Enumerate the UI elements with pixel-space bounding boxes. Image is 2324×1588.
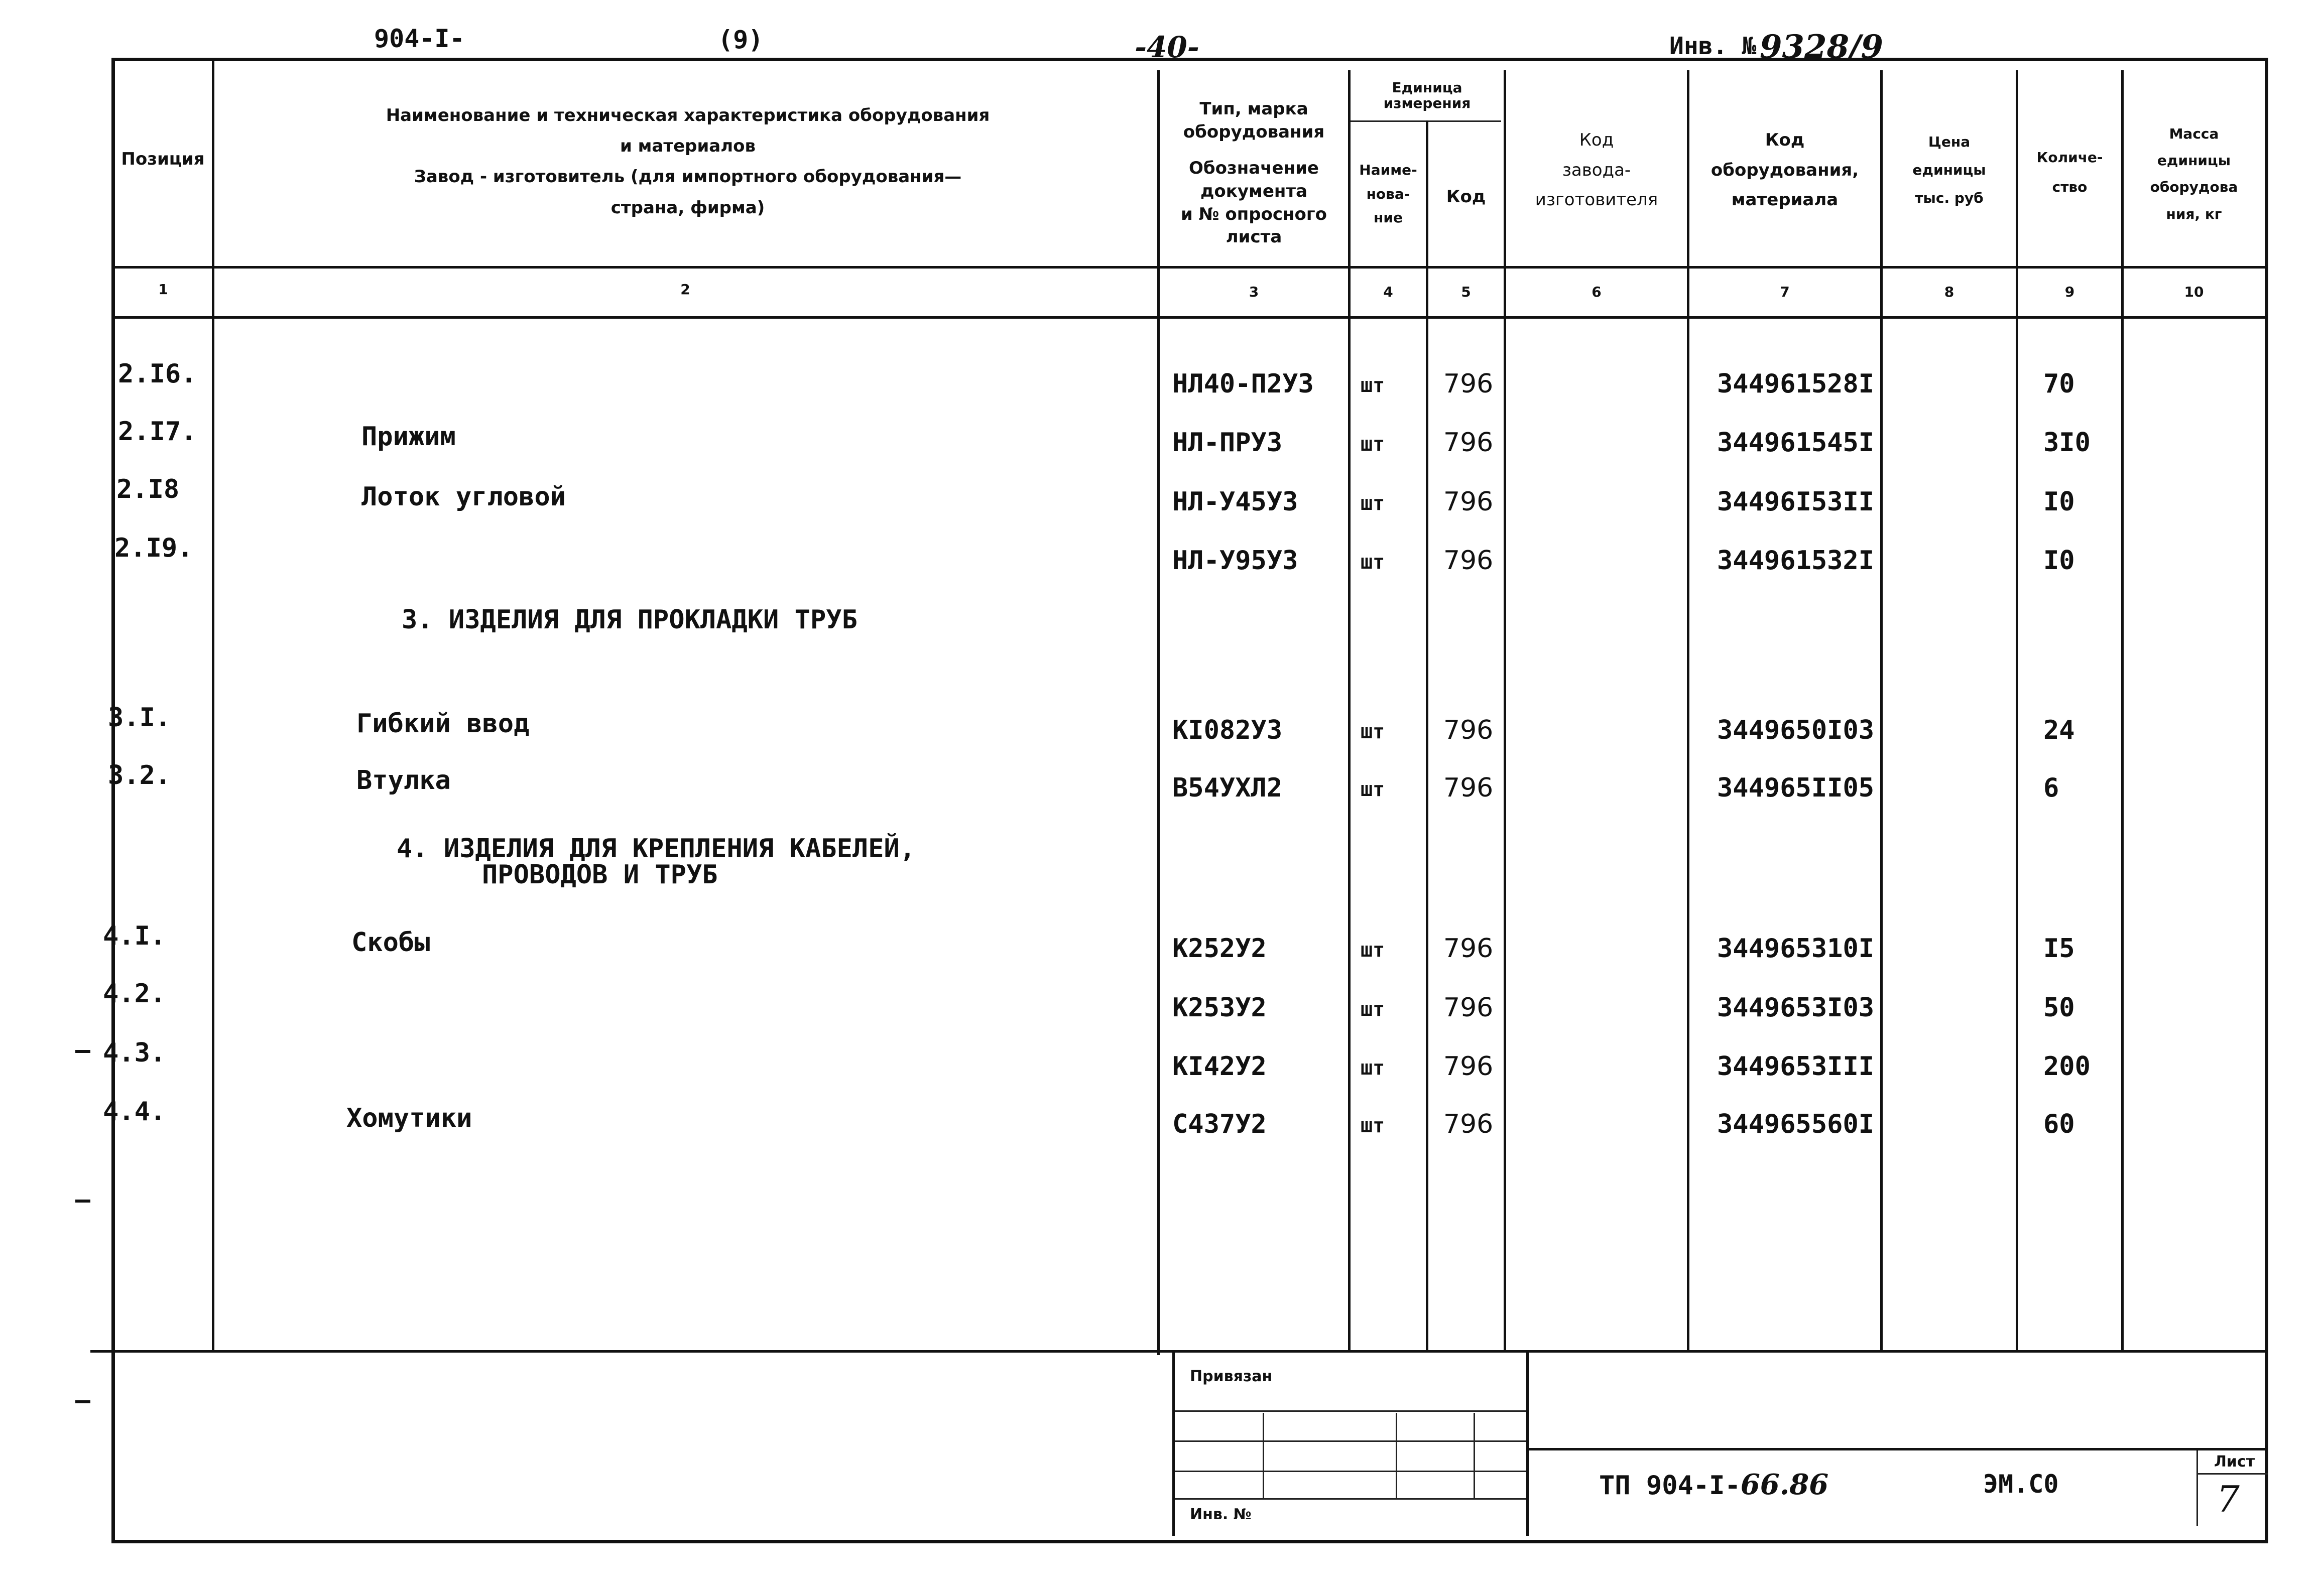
section-heading-4-line2: ПРОВОДОВ И ТРУБ (482, 860, 718, 890)
header-factory-code: Код завода- изготовителя (1535, 130, 1658, 210)
stamp-line (1526, 1350, 1529, 1536)
header-mass: Масса единицы оборудова ния, кг (2150, 125, 2238, 222)
row-quantity: 200 (2043, 1051, 2091, 1082)
row-material-code: 34496I53II (1717, 487, 1875, 517)
row-type: НЛ40-П2У3 (1172, 369, 1314, 399)
document-code (1599, 1468, 1828, 1501)
column-number-4: 4 (1383, 284, 1393, 300)
row-position: 2.I7. (118, 417, 197, 447)
row-unit-code: 796 (1443, 773, 1494, 803)
col-line-8 (2016, 70, 2018, 1350)
row-position: 4.4. (103, 1097, 166, 1127)
inventory-number: 9328/9 (1760, 28, 1884, 66)
row-material-code: 344965560I (1717, 1109, 1875, 1139)
row-quantity: 60 (2043, 1109, 2075, 1139)
col-line-5 (1504, 70, 1506, 1350)
row-quantity: 70 (2043, 369, 2075, 399)
row-unit: шт (1361, 374, 1385, 397)
row-unit: шт (1361, 551, 1385, 574)
row-name: Хомутики (346, 1103, 472, 1133)
margin-tick (75, 1050, 90, 1053)
header-divider (111, 266, 2268, 269)
sheet-label: Лист (2214, 1453, 2255, 1471)
col-line-7 (1880, 70, 1883, 1350)
col-line-2 (1157, 70, 1160, 1355)
col-line-1 (212, 58, 214, 1353)
row-quantity: 3I0 (2043, 428, 2091, 458)
row-type: НЛ-У45У3 (1172, 487, 1298, 517)
row-unit: шт (1361, 433, 1385, 456)
row-name: Втулка (356, 765, 451, 796)
row-material-code: 3449650I03 (1717, 715, 1875, 745)
series-index: (9) (718, 25, 764, 54)
row-quantity: I5 (2043, 934, 2075, 964)
stamp-line (1529, 1448, 2268, 1450)
stamp-line (1172, 1350, 1175, 1536)
row-material-code: 344965310I (1717, 934, 1875, 964)
column-number-10: 10 (2184, 284, 2204, 300)
stamp-divider (90, 1350, 2268, 1353)
row-material-code: 3449653I03 (1717, 993, 1875, 1023)
margin-tick (75, 1200, 90, 1203)
row-type: НЛ-ПРУ3 (1172, 428, 1283, 458)
row-unit-code: 796 (1443, 487, 1494, 517)
row-position: 4.3. (103, 1038, 166, 1068)
row-quantity: 24 (2043, 715, 2075, 745)
header-position: Позиция (121, 149, 205, 169)
row-name: Скобы (351, 928, 430, 958)
row-material-code: 3449653III (1717, 1051, 1875, 1082)
header-unit-group: Единица измерения (1383, 79, 1471, 111)
page-number: -40- (1135, 30, 1199, 64)
row-name: Прижим (361, 422, 456, 452)
stamp-line (1175, 1498, 1526, 1500)
section-heading-3: 3. ИЗДЕЛИЯ ДЛЯ ПРОКЛАДКИ ТРУБ (402, 605, 858, 635)
row-unit-code: 796 (1443, 934, 1494, 964)
row-position: 3.2. (108, 760, 171, 790)
row-position: 4.I. (103, 921, 166, 951)
row-unit: шт (1361, 492, 1385, 515)
row-type: С437У2 (1172, 1109, 1267, 1139)
row-quantity: I0 (2043, 546, 2075, 576)
column-number-7: 7 (1780, 284, 1790, 300)
inventory-label: Инв. № (1669, 32, 1757, 60)
column-number-divider (111, 316, 2268, 319)
row-unit: шт (1361, 720, 1385, 743)
row-type: НЛ-У95У3 (1172, 546, 1298, 576)
section-heading-4 (397, 836, 915, 888)
header-unit-name: Наиме- нова- ние (1359, 162, 1417, 226)
section-heading-4-line1: 4. ИЗДЕЛИЯ ДЛЯ КРЕПЛЕНИЯ КАБЕЛЕЙ, (397, 834, 916, 864)
col-line-6 (1687, 70, 1689, 1350)
row-unit-code: 796 (1443, 546, 1494, 576)
row-type: КI082У3 (1172, 715, 1283, 745)
column-number-8: 8 (1944, 284, 1954, 300)
header-quantity: Количе- ство (2036, 149, 2103, 195)
document-code-prefix: ТП 904-I- (1599, 1471, 1741, 1501)
column-number-3: 3 (1249, 284, 1259, 300)
row-material-code: 344965II05 (1717, 773, 1875, 803)
row-unit-code: 796 (1443, 993, 1494, 1023)
row-material-code: 344961532I (1717, 546, 1875, 576)
row-material-code: 344961528I (1717, 369, 1875, 399)
stamp-inv-label: Инв. № (1190, 1506, 1252, 1523)
row-unit: шт (1361, 939, 1385, 962)
row-type: В54УХЛ2 (1172, 773, 1283, 803)
row-name: Гибкий ввод (356, 709, 530, 739)
column-number-5: 5 (1461, 284, 1471, 300)
row-unit-code: 796 (1443, 715, 1494, 745)
col-line-4 (1426, 120, 1428, 1350)
row-unit-code: 796 (1443, 369, 1494, 399)
col-line-9 (2121, 70, 2124, 1350)
stamp-line (2198, 1473, 2268, 1475)
column-number-2: 2 (680, 281, 690, 298)
row-material-code: 344961545I (1717, 428, 1875, 458)
header-type: Тип, марка оборудования Обозначение документа и № опросного листа (1180, 99, 1327, 247)
row-quantity: 50 (2043, 993, 2075, 1023)
stamp-line (2196, 1450, 2198, 1526)
row-unit: шт (1361, 1114, 1385, 1137)
column-number-1: 1 (158, 281, 168, 298)
column-number-9: 9 (2064, 284, 2075, 300)
stamp-line (1474, 1413, 1475, 1498)
header-price: Цена единицы тыс. руб (1912, 134, 1986, 206)
row-type: К253У2 (1172, 993, 1267, 1023)
stamp-line (1396, 1413, 1397, 1498)
header-name: Наименование и техническая характеристика оборудования и материалов Завод - изготовитель (для импортного оборудования— страна, фирма) (386, 105, 990, 218)
row-unit: шт (1361, 998, 1385, 1021)
row-type: КI42У2 (1172, 1051, 1267, 1082)
row-unit-code: 796 (1443, 428, 1494, 458)
header-unit-code: Код (1446, 187, 1486, 207)
row-position: 3.I. (108, 703, 171, 733)
header-material-code: Код оборудования, материала (1710, 130, 1859, 210)
row-type: К252У2 (1172, 934, 1267, 964)
stamp-bound-label: Привязан (1190, 1368, 1273, 1385)
row-name: Лоток угловой (361, 482, 566, 512)
stamp-line (1175, 1410, 1526, 1412)
column-number-6: 6 (1592, 284, 1602, 300)
row-quantity: 6 (2043, 773, 2059, 803)
sheet-number: 7 (2217, 1478, 2240, 1520)
row-position: 4.2. (103, 979, 166, 1009)
document-code-handwritten: 66.86 (1740, 1468, 1829, 1501)
document-mark: ЭМ.С0 (1983, 1470, 2059, 1499)
row-quantity: I0 (2043, 487, 2075, 517)
series-number: 904-I- (374, 24, 465, 53)
row-unit: шт (1361, 778, 1385, 801)
row-unit-code: 796 (1443, 1051, 1494, 1082)
row-position: 2.I9. (114, 533, 193, 563)
row-unit: шт (1361, 1056, 1385, 1080)
row-unit-code: 796 (1443, 1109, 1494, 1139)
row-position: 2.I6. (118, 359, 197, 389)
row-position: 2.I8 (116, 474, 180, 504)
stamp-line (1263, 1413, 1264, 1498)
col-line-3 (1348, 70, 1351, 1350)
margin-tick (75, 1400, 90, 1403)
